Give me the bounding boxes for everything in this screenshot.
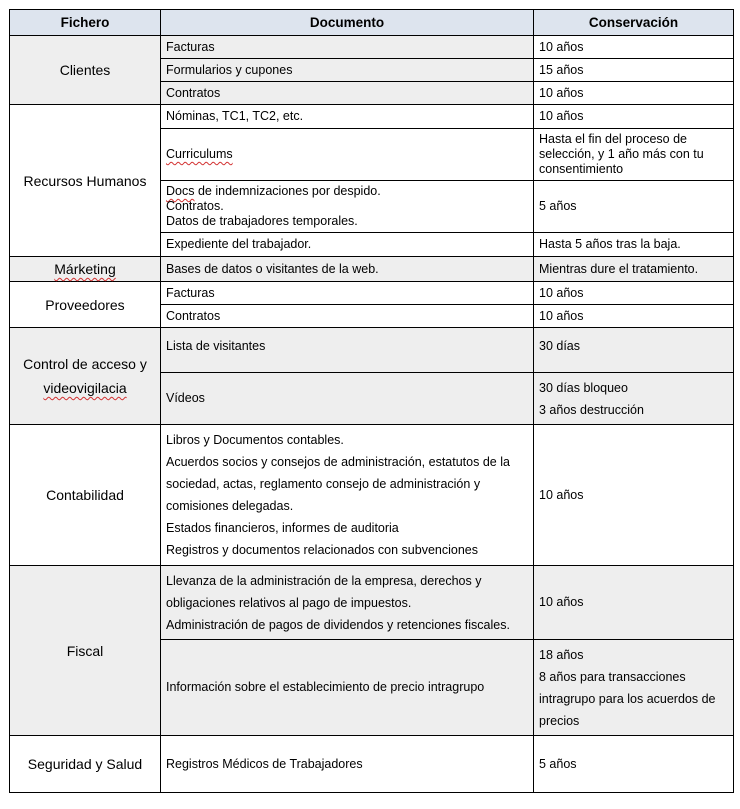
document-cell: Bases de datos o visitantes de la web.	[161, 257, 534, 282]
document-cell: Información sobre el establecimiento de precio intragrupo	[161, 640, 534, 736]
document-cell: Lista de visitantes	[161, 328, 534, 373]
document-cell: Llevanza de la administración de la empresa, derechos y obligaciones relativos al pago de impuestos. Administración de pagos de dividendos y retenciones fiscales.	[161, 566, 534, 640]
retention-cell: 10 años	[534, 282, 734, 305]
retention-cell: 10 años	[534, 82, 734, 105]
category-contabilidad: Contabilidad	[10, 425, 161, 566]
document-cell: Formularios y cupones	[161, 59, 534, 82]
table-row	[10, 257, 734, 282]
document-cell: Nóminas, TC1, TC2, etc.	[161, 105, 534, 129]
retention-cell: 18 años 8 años para transacciones intragrupo para los acuerdos de precios	[534, 640, 734, 736]
retention-cell: 15 años	[534, 59, 734, 82]
category-recursos-humanos: Recursos Humanos	[10, 105, 161, 257]
header-row	[10, 10, 734, 36]
retention-cell: 10 años	[534, 105, 734, 129]
retention-cell: 10 años	[534, 305, 734, 328]
retention-cell: 5 años	[534, 181, 734, 233]
retention-table	[9, 9, 734, 793]
document-cell: Registros Médicos de Trabajadores	[161, 736, 534, 793]
header-conservacion: Conservación	[534, 10, 734, 36]
table-row	[10, 105, 734, 129]
document-cell: Expediente del trabajador.	[161, 233, 534, 257]
category-proveedores: Proveedores	[10, 282, 161, 328]
table-row	[10, 566, 734, 640]
table-row	[10, 736, 734, 793]
table-row	[10, 36, 734, 59]
category-seguridad-salud: Seguridad y Salud	[10, 736, 161, 793]
retention-cell: 10 años	[534, 566, 734, 640]
category-clientes: Clientes	[10, 36, 161, 105]
document-cell: Contratos	[161, 305, 534, 328]
category-marketing: Márketing	[10, 257, 161, 282]
table-row	[10, 328, 734, 373]
document-cell: Vídeos	[161, 373, 534, 425]
document-cell: Facturas	[161, 282, 534, 305]
document-cell: Curriculums	[161, 129, 534, 181]
document-cell: Contratos	[161, 82, 534, 105]
document-cell: Facturas	[161, 36, 534, 59]
retention-cell: 30 días	[534, 328, 734, 373]
retention-cell: 10 años	[534, 36, 734, 59]
retention-cell: Hasta el fin del proceso de selección, y 1 año más con tu consentimiento	[534, 129, 734, 181]
retention-cell: Mientras dure el tratamiento.	[534, 257, 734, 282]
retention-cell: 5 años	[534, 736, 734, 793]
table-row	[10, 425, 734, 566]
category-control-acceso: Control de acceso y videovigilacia	[10, 328, 161, 425]
retention-cell: 10 años	[534, 425, 734, 566]
document-cell: Libros y Documentos contables. Acuerdos socios y consejos de administración, estatutos de la sociedad, actas, reglamento consejo de administración y comisiones delegadas. Estados financieros, informes de auditoria Registros y documentos relacionados con subvenciones	[161, 425, 534, 566]
table-row	[10, 282, 734, 305]
header-documento: Documento	[161, 10, 534, 36]
retention-cell: 30 días bloqueo 3 años destrucción	[534, 373, 734, 425]
category-fiscal: Fiscal	[10, 566, 161, 736]
document-cell: Docs de indemnizaciones por despido. Contratos. Datos de trabajadores temporales.	[161, 181, 534, 233]
header-fichero: Fichero	[10, 10, 161, 36]
retention-cell: Hasta 5 años tras la baja.	[534, 233, 734, 257]
